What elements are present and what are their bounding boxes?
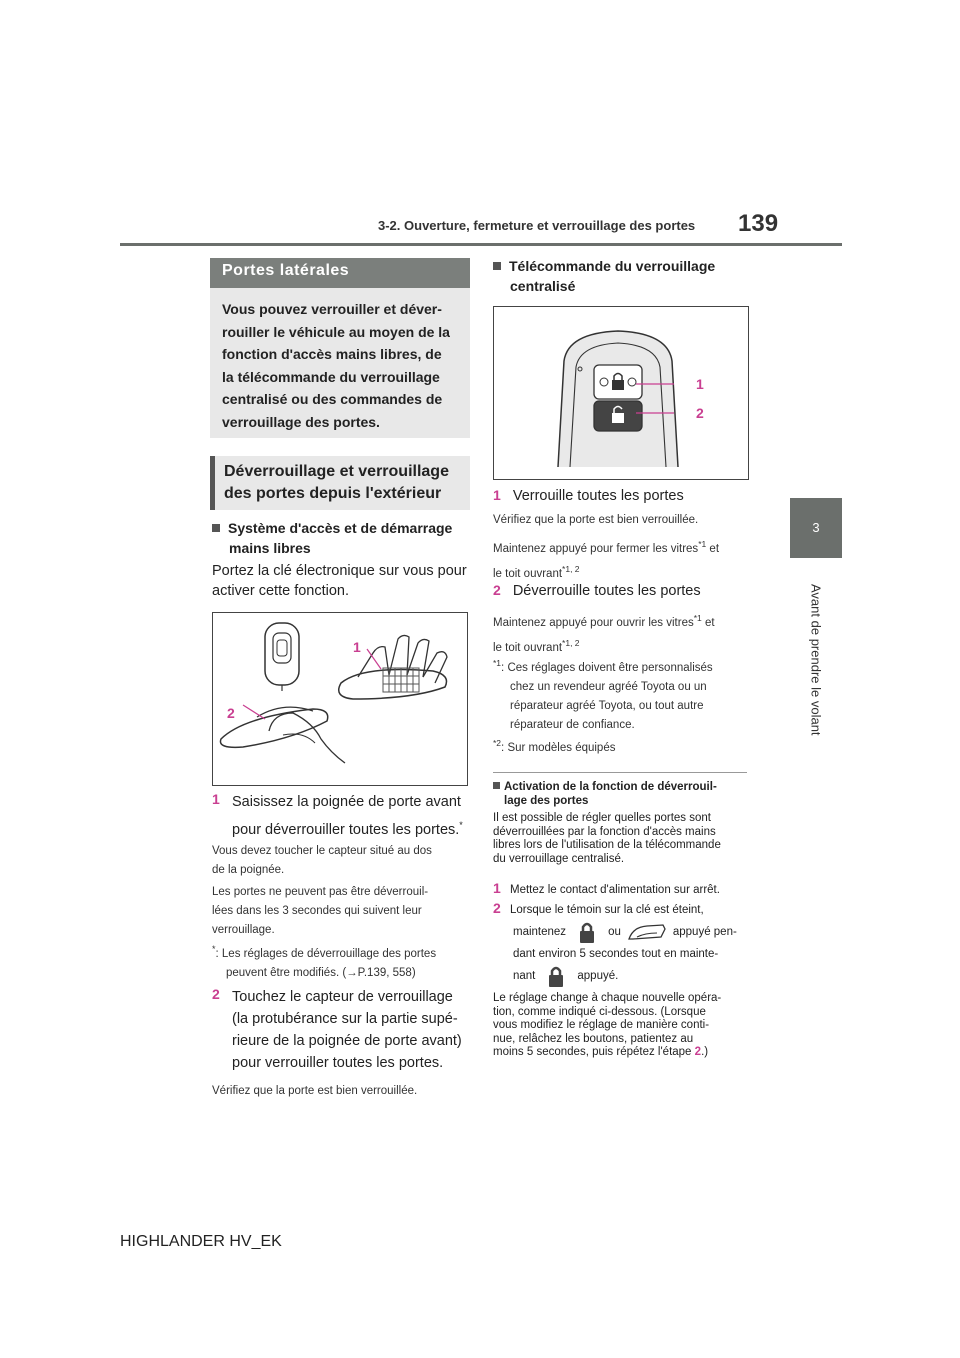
- paragraph-line: du verrouillage centralisé.: [493, 852, 625, 865]
- footnote-mark: *2: [493, 738, 502, 748]
- footnote-1: $^{*1}$: Ces réglages doivent être personnalisés chez un revendeur agréé Toyota ou un réparateur agréé Toyota, ou tout autre réparateur de confiance.: [493, 654, 713, 735]
- note-line: et: [701, 616, 715, 629]
- section-title-portes-laterales: Portes latérales: [210, 258, 470, 288]
- subheading-systeme-acces: [212, 518, 452, 558]
- paragraph-line: tion, comme indiqué ci-dessous. (Lorsque: [493, 1005, 706, 1018]
- footnote-line: réparateur de confiance.: [510, 718, 635, 731]
- footnote-ref: *1: [698, 539, 707, 549]
- activation-step-2-line4: [513, 962, 618, 990]
- subheading-telecommande: [493, 256, 715, 296]
- section-title-deverrouillage: [224, 461, 449, 505]
- chapter-tab: 3: [790, 498, 842, 558]
- paragraph-line: activer cette fonction.: [212, 583, 350, 599]
- paragraph-line: nue, relâchez les boutons, patientez au: [493, 1032, 694, 1045]
- footer-model: HIGHLANDER HV_EK: [120, 1233, 282, 1250]
- step-number: 1: [493, 487, 501, 503]
- figure-label-1: 1: [353, 639, 361, 655]
- note-line: le toit ouvrant: [493, 567, 563, 580]
- intro-line: la télécommande du verrouillage: [222, 368, 440, 385]
- step-2-left-note: Vérifiez que la porte est bien verrouillée.: [212, 1085, 418, 1097]
- subheading-line: Télécommande du verrouillage: [509, 258, 716, 274]
- note-line: le toit ouvrant: [493, 641, 563, 654]
- activation-step-1: [493, 880, 720, 896]
- remote-step-2: [493, 580, 701, 601]
- tailgate-button-icon: [627, 921, 667, 943]
- intro-line: Vous pouvez verrouiller et déver-: [222, 301, 442, 317]
- footnote-ref: *1: [693, 613, 702, 623]
- lock-button-icon: [543, 963, 569, 989]
- footnote-ref: *1, 2: [562, 637, 580, 648]
- note-line: Maintenez appuyé pour ouvrir les vitres: [493, 616, 694, 629]
- chapter-tab-label: Avant de prendre le volant: [808, 584, 824, 736]
- header-rule: [120, 243, 842, 246]
- figure-remote-key: [493, 306, 749, 480]
- square-bullet-icon: [493, 782, 500, 789]
- paragraph-line: Il est possible de régler quelles portes sont: [493, 812, 711, 824]
- subheading-line: mains libres: [229, 540, 311, 556]
- heading-line: lage des portes: [504, 795, 589, 807]
- intro-line: centralisé ou des commandes de: [222, 391, 443, 407]
- step-number: 1: [493, 880, 501, 896]
- step-line: rieure de la poignée de porte avant): [232, 1033, 462, 1049]
- step-line: pour verrouiller toutes les portes.: [232, 1055, 444, 1071]
- activation-heading: [493, 780, 717, 808]
- step-reference: 2: [694, 1046, 702, 1058]
- note-line: de la poignée.: [212, 864, 285, 876]
- note-line: Vérifiez que la porte est bien verrouillée.: [493, 514, 699, 526]
- activation-step-2: [493, 900, 704, 916]
- footnote-line: Les réglages de déverrouillage des portes: [221, 947, 437, 960]
- paragraph-line: Portez la clé électronique sur vous pour: [212, 563, 467, 579]
- step-line: Saisissez la poignée de porte avant: [232, 794, 461, 810]
- step-2-left: [212, 986, 220, 1004]
- footnote-line: chez un revendeur agréé Toyota ou un: [510, 680, 707, 693]
- paragraph-line: vous modifiez le réglage de manière conti-: [493, 1019, 710, 1031]
- activation-final-paragraph: [493, 992, 721, 1060]
- footnote-mark: *1: [493, 658, 502, 668]
- footnote-star: *: Les réglages de déverrouillage des portes peuvent être modifiés. (→P.139, 558): [212, 940, 436, 983]
- intro-line: rouiller le véhicule au moyen de la: [222, 323, 450, 340]
- step-text: ou: [608, 926, 621, 938]
- remote-key-illustration: [494, 307, 748, 479]
- note-line: Les portes ne peuvent pas être déverrouil-: [212, 886, 429, 898]
- footnote-line: Sur modèles équipés: [507, 741, 616, 754]
- paragraph-line: libres lors de l'utilisation de la télécommande: [493, 839, 721, 851]
- note-line: verrouillage.: [212, 924, 275, 936]
- step-1-left: [212, 791, 220, 809]
- footnote-mark: *: [212, 944, 216, 954]
- activation-paragraph: [493, 812, 721, 866]
- running-header-title: 3-2. Ouverture, fermeture et verrouillage des portes: [378, 218, 696, 233]
- step-line: pour déverrouiller toutes les portes.: [232, 821, 460, 838]
- divider: [493, 772, 747, 773]
- step-number: 2: [212, 986, 220, 1002]
- square-bullet-icon: [212, 524, 220, 532]
- step-number: 1: [212, 791, 220, 807]
- step-line: (la protubérance sur la partie supé-: [232, 1011, 458, 1027]
- note-line: Maintenez appuyé pour fermer les vitres: [493, 542, 699, 555]
- subheading-line: centralisé: [510, 278, 576, 294]
- footnote-line: peuvent être modifiés. (→P.139, 558): [226, 966, 416, 979]
- step-text: Verrouille toutes les portes: [512, 488, 684, 504]
- section-title-line: Déverrouillage et verrouillage: [224, 463, 449, 480]
- page-number: 139: [738, 210, 779, 237]
- step-text: maintenez: [513, 926, 567, 938]
- intro-line: fonction d'accès mains libres, de: [222, 346, 442, 362]
- note-line: et: [706, 542, 720, 555]
- step-2-left-text: [232, 986, 462, 1074]
- footnote-ref: *1, 2: [562, 563, 580, 574]
- door-handle-illustration: [213, 613, 467, 785]
- footnote-line: réparateur agréé Toyota, ou tout autre: [510, 699, 704, 712]
- figure-label-1: 1: [696, 376, 704, 392]
- note-line: lées dans les 3 secondes qui suivent leur: [212, 905, 422, 917]
- footnote-2: $^{*2}$: Sur modèles équipés: [493, 738, 616, 754]
- section-heading-accent: [210, 456, 215, 510]
- remote-step-1-notes: [493, 510, 719, 584]
- step-1-left-notes: [212, 842, 432, 940]
- subheading-line: Système d'accès et de démarrage: [228, 520, 453, 536]
- step-text: nant: [513, 970, 536, 982]
- paragraph-line: déverrouillées par la fonction d'accès mains: [493, 825, 716, 838]
- step-number: 2: [493, 900, 501, 916]
- sub1-paragraph: [212, 561, 467, 601]
- square-bullet-icon: [493, 262, 501, 270]
- remote-step-1: [493, 485, 684, 506]
- step-line: Touchez le capteur de verrouillage: [232, 989, 453, 1005]
- figure-smart-key-handle: [212, 612, 468, 786]
- step-1-left-text: [232, 791, 463, 842]
- step-text: Mettez le contact d'alimentation sur arrêt.: [510, 884, 720, 896]
- remote-step-2-notes: [493, 608, 715, 658]
- paragraph-line: moins 5 secondes, puis répétez l'étape: [493, 1046, 695, 1058]
- footnote-line: Ces réglages doivent être personnalisés: [507, 661, 713, 674]
- section-title-line: des portes depuis l'extérieur: [224, 485, 442, 502]
- paragraph-line: Le réglage change à chaque nouvelle opéra-: [493, 992, 722, 1004]
- figure-label-2: 2: [696, 405, 704, 421]
- intro-line: verrouillage des portes.: [222, 413, 380, 430]
- step-text: Lorsque le témoin sur la clé est éteint,: [510, 904, 704, 916]
- intro-box: [210, 288, 470, 438]
- footnote-ref: *: [459, 820, 463, 830]
- step-text: appuyé.: [577, 970, 619, 982]
- step-number: 2: [493, 582, 501, 598]
- note-line: Vous devez toucher le capteur situé au dos: [212, 845, 432, 857]
- paragraph-line: .): [701, 1046, 709, 1058]
- figure-label-2: 2: [227, 705, 235, 721]
- lock-button-icon: [574, 919, 600, 945]
- heading-line: Activation de la fonction de déverrouil-: [504, 781, 717, 793]
- step-text: Déverrouille toutes les portes: [512, 583, 701, 599]
- activation-step-2-line3: dant environ 5 secondes tout en mainte-: [513, 948, 719, 960]
- activation-step-2-line2: [513, 918, 737, 946]
- step-text: appuyé pen-: [672, 926, 737, 938]
